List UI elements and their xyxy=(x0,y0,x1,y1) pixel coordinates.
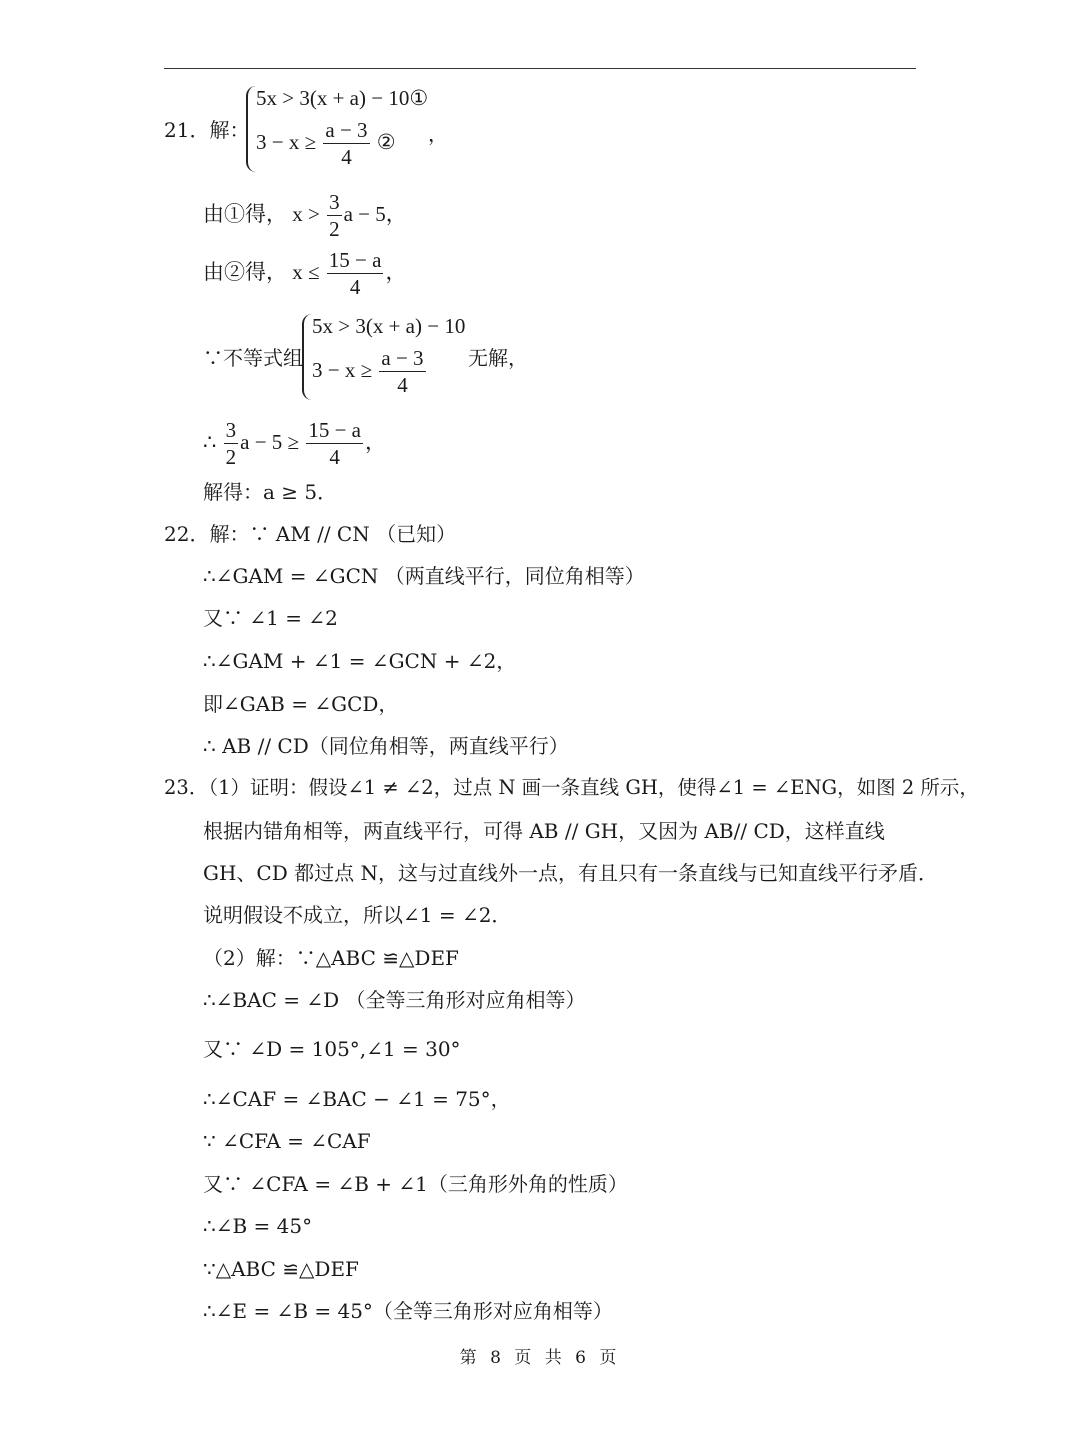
q21-step1: 由①得， x > $\frac{3}{2}$ a − 5， xyxy=(203,190,407,241)
q23-line: 又∵ ∠CFA = ∠B + ∠1（三角形外角的性质） xyxy=(203,1172,628,1196)
q23-line: 说明假设不成立，所以∠1 = ∠2． xyxy=(203,903,512,927)
system-row-1: 5x > 3(x + a) − 10① xyxy=(256,86,429,110)
system-brace xyxy=(246,86,256,172)
q21-step3-post: 无解， xyxy=(468,346,528,370)
system-brace xyxy=(302,314,312,400)
q23-line: （2）解：∵△ABC ≌△DEF xyxy=(203,946,459,970)
system-comma: ， xyxy=(428,122,448,146)
q22-line: ∴∠GAM + ∠1 = ∠GCN + ∠2， xyxy=(203,649,517,673)
header-rule xyxy=(164,68,916,69)
q21-label: 21．解： xyxy=(164,118,250,142)
system-row-1: 5x > 3(x + a) − 10 xyxy=(312,314,466,338)
q23-line: ∴∠E = ∠B = 45°（全等三角形对应角相等） xyxy=(203,1299,613,1323)
q22-line: 又∵ ∠1 = ∠2 xyxy=(203,606,338,630)
system-row-2: 3 − x ≥ $\frac{a - 3}{4}$ xyxy=(312,346,424,397)
q23-line: ∴∠CAF = ∠BAC − ∠1 = 75°， xyxy=(203,1087,511,1111)
q23-line: ∴∠BAC = ∠D （全等三角形对应角相等） xyxy=(203,988,586,1012)
q21-step3-pre: ∵不等式组 xyxy=(203,346,303,370)
q23-line: ∵ ∠CFA = ∠CAF xyxy=(203,1129,371,1153)
q23-line: 根据内错角相等，两直线平行，可得 AB // GH，又因为 AB// CD，这样直线 xyxy=(203,819,885,843)
q22-line: 即∠GAB = ∠GCD， xyxy=(203,692,399,716)
q21-result: 解得：a ≥ 5． xyxy=(203,480,338,504)
q23-line: 23．（1）证明：假设∠1 ≠ ∠2，过点 N 画一条直线 GH，使得∠1 = ∠ENG，如图 2 所示， xyxy=(164,776,979,799)
system-row-2: 3 − x ≥ $\frac{a - 3}{4}$ ② xyxy=(256,118,396,169)
q22-line: ∴ AB // CD（同位角相等，两直线平行） xyxy=(203,734,569,758)
q22-line: 22．解：∵ AM // CN （已知） xyxy=(164,522,457,546)
q21-step2: 由②得， x ≤ $\frac{15 - a}{4}$ ， xyxy=(203,248,407,299)
q23-line: ∴∠B = 45° xyxy=(203,1214,313,1238)
q22-line: ∴∠GAM = ∠GCN （两直线平行，同位角相等） xyxy=(203,564,645,588)
page-footer: 第 8 页 共 6 页 xyxy=(459,1348,621,1368)
q23-line: GH、CD 都过点 N，这与过直线外一点，有且只有一条直线与已知直线平行矛盾． xyxy=(203,861,938,885)
q23-line: 又∵ ∠D = 105°,∠1 = 30° xyxy=(203,1037,461,1061)
q23-line: ∵△ABC ≌△DEF xyxy=(203,1257,359,1281)
q21-step4: ∴ $\frac{3}{2}$ a − 5 ≥ $\frac{15 - a}{4}$ ， xyxy=(203,418,386,469)
